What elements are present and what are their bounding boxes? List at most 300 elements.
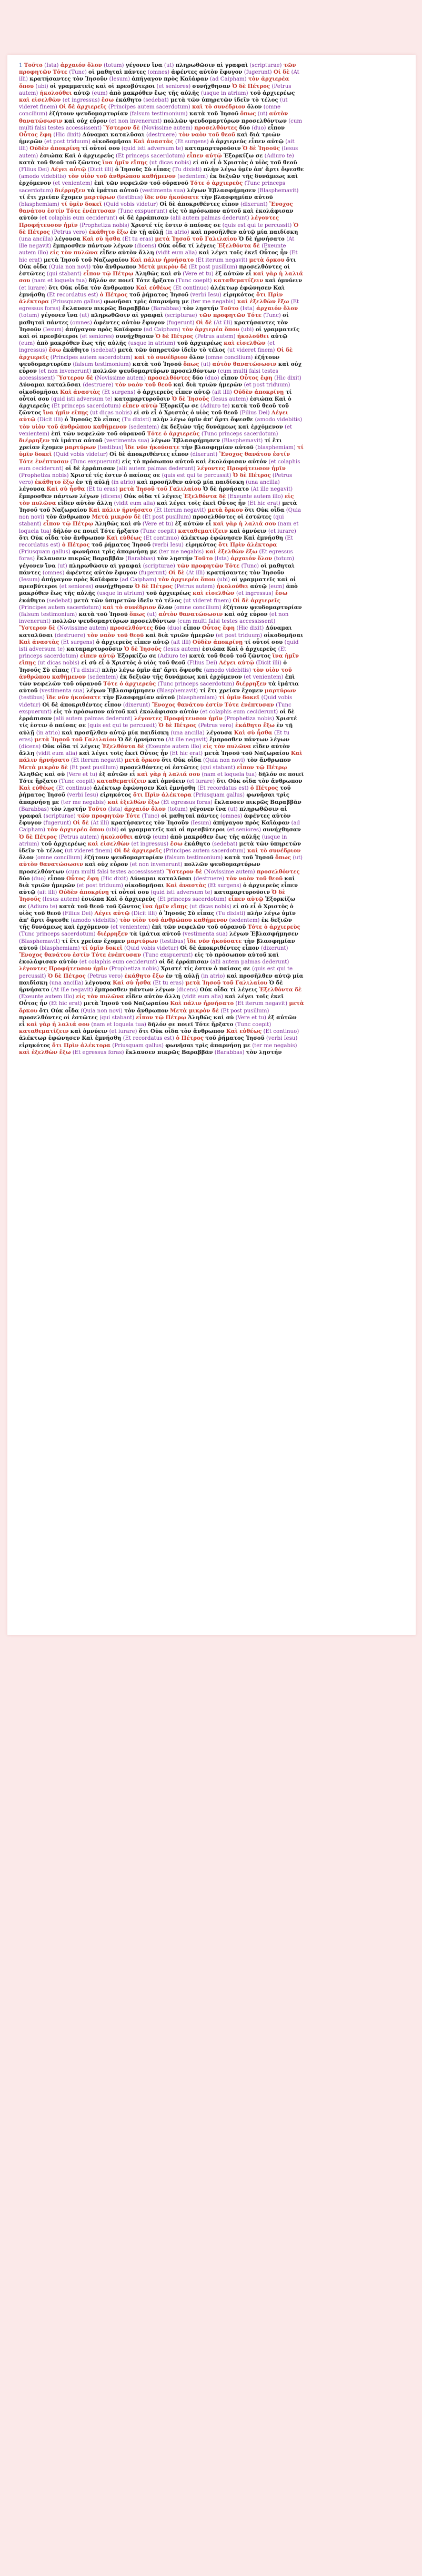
greek-word: τίς ἐστιν ὁ παίσας σε [154, 222, 221, 228]
greek-word: Καὶ ἐμνήσθη [19, 284, 285, 298]
greek-word: Χριστέ [276, 715, 297, 722]
latin-gloss: (Dicit illi) [131, 910, 157, 917]
greek-word: ἐκ δεξιῶν τῆς δυνάμεως [19, 917, 292, 931]
greek-word: ἐκάθητο ἔξω [235, 722, 275, 729]
latin-gloss: (Et post pusillum) [142, 514, 191, 521]
latin-gloss: (omne concilium) [174, 604, 222, 611]
greek-word: εἶπον [104, 701, 122, 708]
interlinear-segment [73, 76, 164, 82]
greek-word: οἱ γραμματεῖς [232, 576, 276, 583]
latin-gloss: (dicens) [176, 987, 198, 993]
greek-word: τοῦ ἀρχιερέως [146, 590, 191, 597]
latin-gloss: (Et hic erat) [49, 1001, 82, 1007]
greek-word: ἕως τῆς αὐλῆς [215, 833, 260, 840]
greek-word: καὶ ἐκολάφισαν αὐτόν [195, 458, 267, 465]
latin-gloss: (Et surgens) [175, 139, 209, 145]
greek-word: πρὸς Καϊάφαν [245, 820, 290, 827]
greek-word: καταμαρτυροῦσιν [185, 145, 241, 152]
latin-gloss: (Exeunte autem illo) [227, 493, 283, 500]
latin-gloss: (Exeunte autem illo) [146, 743, 202, 750]
greek-word: Μετὰ μικρὸν δὲ [19, 764, 68, 771]
interlinear-segment [74, 577, 200, 583]
greek-word: ἐπὶ τῶν νεφελῶν τοῦ οὐρανοῦ [51, 430, 146, 437]
greek-word: Ἐξελθόντα δὲ [102, 743, 145, 750]
greek-word: κατὰ τοῦ θεοῦ τοῦ ζῶντος [59, 903, 141, 910]
greek-word: τὸν Ἰησοῦν [19, 319, 288, 333]
greek-word: ἀρχαιόν [230, 555, 256, 562]
latin-gloss: (et post triduum) [216, 632, 263, 639]
latin-gloss: (sedebat) [212, 841, 238, 847]
greek-word: ἀφέντες αὐτὸν [171, 69, 218, 76]
latin-gloss: (sedentem) [87, 674, 118, 680]
greek-word: κατὰ τοῦ θεοῦ τοῦ ζῶντος [19, 402, 289, 416]
greek-word: ὅλον [87, 62, 102, 68]
latin-gloss: (ut) [228, 806, 238, 812]
greek-word: λέγοντες [134, 715, 163, 722]
interlinear-segment [92, 556, 194, 562]
interlinear-segment [65, 153, 224, 159]
latin-gloss: (nam et loquela tua) [19, 521, 299, 534]
greek-word: εἰ σὺ εἶ ὁ Χριστὸς [193, 159, 248, 166]
greek-word: Ἀληθῶς καὶ σὺ [135, 271, 181, 277]
latin-gloss: (Priusquam gallus) [193, 792, 245, 799]
greek-word: τοῦ ἀρχιερέως [177, 340, 222, 347]
latin-gloss: (amodo videbitis) [204, 667, 252, 673]
greek-word: πάντες [19, 569, 41, 576]
greek-word: προσελθόντες [19, 1014, 62, 1021]
latin-gloss: (ter me negabis) [61, 799, 106, 805]
greek-word: Ἔνοχος θανάτου ἐστίν [19, 201, 293, 215]
greek-word: ὁ Πέτρος [176, 1035, 204, 1042]
interlinear-segment [89, 508, 245, 513]
greek-word: Καὶ ἐμνήσθη [82, 1035, 122, 1042]
greek-word: μία παιδίσκη [203, 479, 244, 486]
latin-gloss: (et venientem) [244, 674, 284, 680]
interlinear-segment [193, 591, 287, 596]
interlinear-segment [124, 647, 227, 652]
latin-gloss: (Tunc coepit) [140, 528, 177, 534]
greek-word: Καὶ πάλιν ἠρνήσατο [130, 256, 194, 263]
greek-word: Λέγει αὐτῷ [94, 910, 130, 917]
greek-word: λέγων [187, 187, 206, 194]
greek-word: Οὐκ οἶδα τί λέγεις [158, 243, 216, 250]
greek-word: ἐν τῇ αὐλῇ [19, 722, 293, 736]
greek-word: Καὶ σὺ ἦσθα [113, 979, 151, 986]
latin-gloss: (At ille negavit) [51, 987, 93, 993]
greek-word: τὴν βλασφημίαν αὐτοῦ [19, 938, 295, 951]
greek-word: ἔσω [101, 97, 114, 104]
latin-gloss: (omne concilium) [205, 354, 253, 361]
interlinear-segment [106, 535, 244, 541]
greek-word: Οὐδὲν ἀποκρίνῃ [29, 145, 80, 152]
greek-word: ἔφυγον [142, 319, 165, 326]
greek-word: ἰδεῖν τὸ τέλος [19, 847, 63, 854]
latin-gloss: (At illi) [186, 570, 205, 576]
greek-word: Καὶ ἐμνήσθη [156, 785, 196, 792]
greek-word: Οἱ δὲ ἀποκριθέντες [109, 451, 170, 458]
greek-word: οἱ δὲ ἐρράπισαν [19, 708, 295, 722]
greek-word: ἔσω [275, 590, 288, 597]
latin-gloss: (et non invenerunt) [38, 368, 92, 374]
latin-gloss: (At illi) [19, 69, 299, 83]
interlinear-segment [216, 807, 280, 812]
latin-gloss: (Et egressus foras) [19, 299, 299, 312]
greek-word: Καὶ ὁ ἀρχιερεὺς [64, 152, 114, 159]
greek-word: καὶ οὐχ εὗρον [85, 861, 128, 868]
greek-word: ἀπήγαγον [41, 576, 72, 583]
greek-word: αὐτῷ [134, 833, 151, 840]
latin-gloss: (Barabbas) [125, 556, 156, 562]
greek-word: καὶ εἰσελθὼν [224, 340, 266, 347]
greek-word: Ὁ δὲ ἠρνήσατο [203, 486, 249, 493]
interlinear-segment [92, 542, 218, 548]
interlinear-segment [53, 69, 124, 75]
interlinear-segment [145, 633, 303, 639]
greek-word: Λέγει αὐτῷ [19, 410, 288, 423]
latin-gloss: (et seniores) [156, 83, 191, 89]
interlinear-segment [138, 660, 219, 666]
latin-gloss: (At ille negavit) [250, 486, 293, 493]
latin-gloss: (Petrus autem) [19, 83, 292, 96]
greek-word: Ὁ δὲ ἠρνήσατο [19, 979, 283, 993]
latin-gloss: (ubi) [35, 83, 48, 89]
greek-word: εἶπον [47, 875, 65, 882]
greek-word: ἀπὸ μακρόθεν [109, 89, 153, 96]
latin-gloss: (Et recordatus est) [47, 292, 98, 298]
greek-word: εἰ σὺ εἶ ὁ Χριστὸς [233, 903, 288, 910]
greek-word: Ἔνοχος θανάτου ἐστίν [219, 451, 290, 458]
latin-gloss: (in atrio) [36, 730, 61, 736]
greek-word: καὶ τὸ συνέδριον [192, 104, 246, 111]
greek-word: τὸν Ἰησοῦν [249, 569, 285, 576]
greek-word: ἐκάθητο [19, 597, 45, 604]
interlinear-segment [19, 97, 115, 103]
latin-gloss: (Tunc exspuerunt) [117, 208, 168, 215]
greek-word: Τότε ὁ ἀρχιερεὺς [190, 180, 243, 187]
greek-word: καὶ ἐρχόμενον [64, 924, 109, 931]
greek-word: εἶπον [183, 625, 200, 632]
greek-word: ἀλέκτωρ ἐφώνησεν [93, 785, 155, 792]
greek-word: καὶ ἐκολάφισαν αὐτόν [127, 708, 198, 715]
latin-gloss: (vidit eum alia) [182, 994, 224, 1000]
greek-word: τί ἔτι χρείαν ἔχομεν [62, 938, 125, 944]
interlinear-segment [239, 125, 285, 131]
latin-gloss: (Et post pusillum) [69, 764, 118, 771]
greek-word: δύο [239, 124, 250, 131]
latin-gloss: (Priusquam gallus) [112, 1042, 164, 1049]
greek-word: τὸν υἱὸν τοῦ ἀνθρώπου [119, 917, 192, 923]
interlinear-segment [103, 125, 239, 131]
greek-word: Ὁ δὲ Πέτρος [19, 222, 299, 235]
greek-word: τὸν Ἰησοῦν [72, 76, 108, 83]
interlinear-segment [19, 834, 134, 840]
verse-number: 1 [19, 63, 23, 68]
greek-word: οἱ δὲ ἐρράπισαν [158, 959, 209, 966]
interlinear-segment [158, 876, 284, 882]
greek-word: καταμαρτυροῦσιν [114, 395, 170, 402]
latin-gloss: (ubi) [217, 577, 230, 583]
interlinear-segment [110, 132, 237, 138]
greek-word: τὴν βλασφημίαν αὐτοῦ [200, 194, 273, 201]
greek-word: τὸν Ἰησοῦν [154, 820, 189, 827]
greek-word: ἔκλαυσεν πικρῶς [214, 799, 269, 805]
greek-word: ὅλον [247, 104, 262, 111]
greek-word: καὶ ὀμνύειν [148, 778, 186, 784]
interlinear-segment [130, 619, 276, 624]
greek-word: Τοῦτο [87, 805, 107, 812]
greek-word: ἐσιώπα [81, 896, 105, 903]
interlinear-segment [89, 827, 166, 833]
greek-word: ἐκ δεξιῶν τῆς δυνάμεως [119, 673, 196, 680]
latin-gloss: (verbi Iesu) [190, 292, 222, 298]
greek-word: Τότε [53, 69, 67, 76]
latin-gloss: (Tunc) [142, 813, 159, 819]
greek-word: κατὰ τοῦ Ἰησοῦ [189, 111, 239, 117]
greek-word: τὸν ἄνθρωπον [246, 757, 291, 764]
latin-gloss: (Et recordatus est) [197, 785, 249, 792]
greek-word: καὶ λέγει τοῖς ἐκεῖ [198, 250, 258, 256]
latin-gloss: (Tunc exspuerunt) [19, 702, 292, 715]
greek-word: Βαραββᾶν [270, 799, 302, 805]
latin-gloss: (Blasphemavit) [222, 437, 263, 444]
latin-gloss: (Tunc princeps sacerdotum) [201, 431, 278, 437]
interlinear-segment [106, 897, 265, 902]
greek-word: Καὶ ὁ ἀρχιερεὺς [19, 395, 292, 409]
greek-word: ὁ Πέτρος [250, 785, 278, 792]
greek-word: καὶ ἐκολάφισαν αὐτόν [19, 952, 279, 966]
greek-word: τὸν υἱὸν τοῦ ἀνθρώπου [67, 173, 140, 180]
greek-word: ἵνα [67, 312, 78, 319]
greek-word: Ἐξορκίζω σε [223, 152, 263, 159]
latin-gloss: (ut videret finem) [19, 97, 288, 111]
greek-word: τί ἔτι χρείαν ἔχομεν [19, 194, 83, 201]
latin-gloss: (fugerunt) [166, 320, 195, 326]
greek-word: καὶ ὀμνύειν [265, 277, 303, 284]
latin-gloss: (Adiuro te) [157, 653, 187, 660]
latin-gloss: (ter me negabis) [158, 549, 204, 555]
greek-word: κατὰ τοῦ Ἰησοῦ [78, 611, 128, 618]
greek-word: αὐτῷ [73, 89, 91, 96]
latin-gloss: (Et tu eras) [153, 980, 184, 986]
greek-word: μετὰ Ἰησοῦ τοῦ Ναζωραίου [44, 256, 129, 263]
greek-word: αὐτῷ [250, 583, 267, 590]
greek-word: ἀπὸ μακρόθεν [170, 833, 214, 840]
greek-word: τί ὑμῖν δοκεῖ [61, 201, 102, 208]
greek-word: εἶπεν αὐτῷ [248, 138, 284, 145]
greek-word: μετὰ τῶν ὑπηρετῶν [117, 347, 180, 354]
greek-word: Ἀληθῶς καὶ σὺ [19, 771, 65, 778]
latin-gloss: (Barabbas) [19, 806, 49, 812]
greek-word: Οὗτος ἔφη [202, 625, 235, 632]
latin-gloss: (At ille negavit) [19, 236, 295, 250]
greek-word: πολλῶν ψευδομαρτύρων [93, 367, 169, 374]
greek-word: ὁ ἀρχιερεὺς [137, 389, 174, 395]
latin-gloss: (Dicit illi) [87, 167, 114, 173]
latin-gloss: (blasphemiam) [255, 445, 296, 451]
interlinear-segment [200, 577, 277, 583]
greek-word: Καὶ πάλιν ἠρνήσατο [88, 507, 153, 513]
latin-gloss: (usque in atrium) [19, 834, 287, 847]
latin-gloss: (duo) [31, 876, 46, 882]
greek-word: λέγων [151, 437, 170, 444]
interlinear-segment [64, 1015, 188, 1021]
interlinear-segment [88, 807, 151, 812]
greek-word: ὁ Πέτρος [99, 291, 128, 298]
greek-word: καὶ ὀμνύειν [70, 1028, 108, 1035]
interlinear-paragraph [19, 62, 304, 1056]
latin-gloss: (Tunc coepit) [58, 778, 95, 784]
latin-gloss: (ut dicas nobis) [149, 160, 192, 166]
latin-gloss: (blasphemiam) [39, 945, 80, 951]
latin-gloss: (Blasphemavit) [19, 938, 60, 944]
interlinear-segment [19, 723, 158, 729]
greek-word: Τότε ἤρξατο [100, 528, 139, 534]
latin-gloss: (dixerunt) [260, 945, 288, 951]
greek-word: Τότε ἐνέπτυσαν [66, 208, 116, 215]
greek-word: τὴν βλασφημίαν αὐτοῦ [103, 694, 175, 701]
latin-gloss: (Petrus vero) [198, 723, 234, 729]
greek-word: ἐζήτουν [223, 604, 248, 611]
latin-gloss: (verbi Iesu) [67, 792, 98, 799]
latin-gloss: (totum) [167, 806, 188, 812]
latin-gloss: (vidit eum alia) [156, 250, 197, 256]
greek-word: Τότε [247, 312, 262, 319]
greek-word: πάντες [124, 69, 146, 76]
latin-gloss: (eum) [153, 834, 169, 840]
latin-gloss: (qui stabant) [46, 271, 82, 277]
greek-word: Καὶ εὐθέως [106, 534, 142, 541]
greek-word: πρὸς Καϊάφαν [97, 326, 142, 333]
latin-gloss: (ad Caipham) [209, 76, 247, 83]
greek-word: ὅλον [189, 354, 204, 361]
interlinear-segment [76, 111, 240, 117]
interlinear-segment [47, 486, 203, 492]
greek-word: καὶ γὰρ ἡ λαλιά σου [26, 1021, 89, 1028]
interlinear-segment [152, 63, 217, 68]
latin-gloss: (At illi) [91, 820, 109, 827]
latin-gloss: (testibus) [97, 445, 124, 451]
latin-gloss: (ait illi) [37, 890, 57, 896]
greek-word: λέγουσα [206, 729, 233, 736]
greek-word: Χριστέ [70, 472, 92, 479]
greek-word: ἀρχαιόν [60, 62, 86, 68]
greek-word: Ἐξορκίζω σε [117, 653, 156, 660]
latin-gloss: (Et iterum negavit) [195, 257, 248, 263]
greek-word: εἶπον [171, 451, 189, 458]
greek-word: Οὗτος ἔφη [239, 375, 273, 382]
latin-gloss: (ut) [200, 361, 211, 367]
greek-word: φωνῆσαι [104, 298, 132, 305]
latin-gloss: (Et surgens) [61, 639, 95, 645]
greek-word: Ὁ δὲ Πέτρος [155, 333, 194, 340]
interlinear-segment [43, 668, 153, 673]
greek-word: καταλῦσαι [47, 382, 82, 389]
greek-word: ὁ ἀρχιερεὺς [243, 882, 279, 889]
interlinear-segment [165, 765, 287, 771]
latin-gloss: (alii autem palmas dederunt) [210, 959, 289, 966]
greek-word: πρὸς Καϊάφαν [164, 76, 208, 83]
interlinear-segment [94, 911, 187, 917]
latin-gloss: (et non invenerunt) [129, 862, 183, 868]
greek-word: Καὶ εὐθέως [19, 785, 55, 792]
greek-word: ἵνα [152, 62, 163, 68]
interlinear-segment [111, 855, 275, 861]
greek-word: εἰς τὸν πυλῶνα [76, 993, 124, 1000]
interlinear-segment [99, 250, 259, 256]
greek-word: οἱ ἑστῶτες [237, 514, 272, 521]
interlinear-segment [19, 598, 137, 604]
greek-word: Δύναμαι [265, 625, 292, 632]
interlinear-segment [52, 1043, 195, 1049]
greek-word: πολλῶν ψευδομαρτύρων [184, 861, 260, 868]
latin-gloss: (omnes) [220, 813, 243, 819]
latin-gloss: (et iurare) [187, 778, 215, 784]
greek-word: Οὐκ οἶδα τί λέγεις [42, 743, 101, 750]
greek-word: ἰδεῖν τὸ τέλος [137, 597, 182, 604]
greek-word: Οἱ δὲ ἀρχιερεῖς [233, 597, 280, 604]
latin-gloss: (Tunc exspuerunt) [70, 459, 120, 465]
greek-word: πληρωθῶσιν [239, 805, 279, 812]
interlinear-segment [164, 716, 297, 722]
greek-word: τὸν ναὸν τοῦ θεοῦ [226, 875, 283, 882]
greek-word: Δύναμαι [82, 132, 109, 138]
greek-word: ἐκάθητο ἔξω [35, 479, 75, 486]
greek-word: εἶπον τῷ Πέτρῳ [237, 764, 287, 771]
greek-word: καὶ προσῆλθεν αὐτῷ [226, 972, 291, 979]
interlinear-segment [19, 633, 145, 639]
greek-word: Καὶ εὐθέως [226, 1028, 262, 1035]
interlinear-segment [155, 334, 270, 340]
greek-word: τῶν προφητῶν [198, 312, 246, 319]
latin-gloss: (vidit eum alia) [36, 751, 78, 757]
greek-word: ἔσω [170, 840, 183, 847]
latin-gloss: (Filius Dei) [239, 410, 270, 416]
latin-gloss: (Prophetiza nobis) [224, 716, 274, 722]
greek-word: καὶ ὀμνύειν [229, 528, 267, 534]
greek-word: Οὐδὲν ἀποκρίνῃ [192, 639, 243, 645]
greek-word: καὶ διὰ τριῶν ἡμερῶν [173, 382, 243, 389]
greek-word: Σὺ εἶπας [144, 166, 171, 173]
greek-word: καθήμενον [193, 917, 228, 923]
greek-word: τί ὑμῖν δοκεῖ [218, 694, 260, 701]
interlinear-segment [19, 785, 156, 791]
greek-word: ὁ Ἰησοῦς [115, 166, 143, 173]
greek-word: οἱ ἑστῶτες [19, 263, 290, 277]
greek-word: προσελθόντων [170, 367, 216, 374]
greek-word: τίς ἐστιν ὁ παίσας σε [19, 722, 86, 729]
latin-gloss: (Priusquam gallus) [19, 549, 71, 555]
greek-word: ὅπως [275, 854, 292, 861]
greek-word: ὅπου [19, 83, 34, 89]
greek-word: μετὰ Ἰησοῦ τοῦ Γαλιλαίου [119, 486, 202, 493]
greek-word: ὅπου [89, 827, 105, 833]
latin-gloss: (quid isti adversum te) [121, 146, 184, 152]
greek-word: Οἱ δὲ ἀποκριθέντες [42, 701, 103, 708]
latin-gloss: (Tunc coepit) [176, 278, 212, 284]
latin-gloss: (alii autem palmas dederunt) [53, 716, 133, 722]
greek-word: οἱ δὲ ἐρράπισαν [119, 215, 169, 222]
interlinear-segment [64, 924, 248, 930]
greek-word: ἀλέκτωρ ἐφώνησεν [180, 534, 242, 541]
greek-word: πλὴν λέγω ὑμῖν [247, 910, 296, 917]
interlinear-segment [82, 946, 242, 951]
interlinear-segment [103, 160, 250, 166]
greek-word: ἀπ' ἄρτι ὄψεσθε [152, 667, 203, 673]
greek-word: ἀπήγαγον [132, 76, 163, 83]
greek-word: μετὰ ὅρκου [19, 1000, 304, 1014]
greek-word: εἰς τὸν πυλῶνα [203, 743, 252, 750]
greek-word: Οἱ δὲ ἀρχιερεῖς [19, 347, 293, 361]
